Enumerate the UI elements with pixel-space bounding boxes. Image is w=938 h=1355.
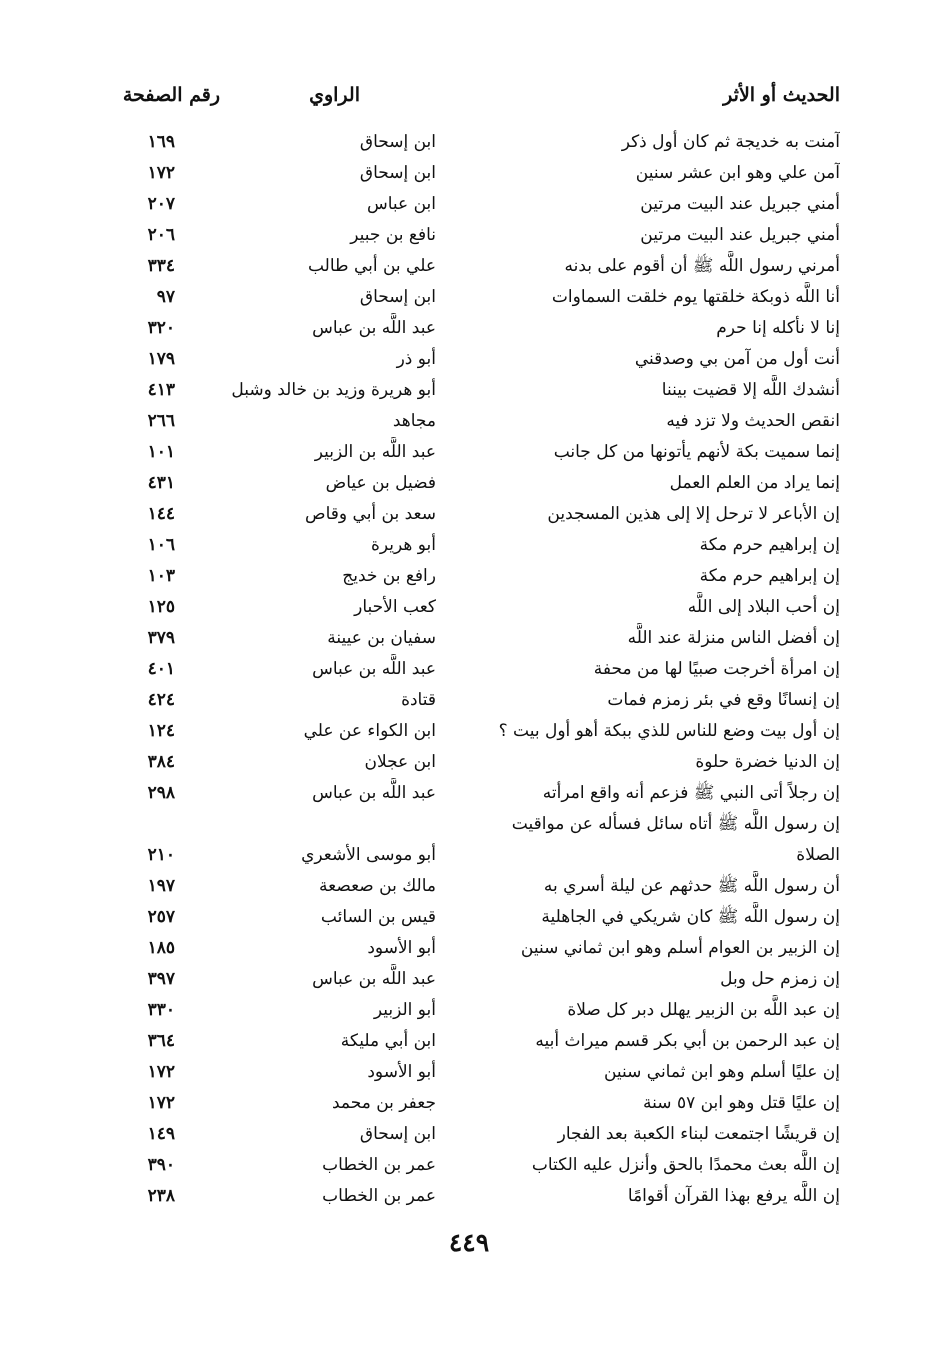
table-row — [0, 406, 938, 437]
table-row — [0, 437, 938, 468]
table-row — [0, 561, 938, 592]
hadith-text: إن عليًا قتل وهو ابن ٥٧ سنة — [643, 1093, 840, 1113]
narrator-text: جعفر بن محمد — [331, 1093, 436, 1113]
page-ref: ١٠٦ — [147, 535, 175, 555]
hadith-text: أن رسول اللَّه ﷺ حدثهم عن ليلة أسري به — [543, 876, 840, 896]
hadith-text: إن رجلاً أتى النبي ﷺ فزعم أنه واقع امرأته — [542, 783, 840, 803]
page-ref: ٤٠١ — [147, 659, 175, 679]
page-ref: ١٨٥ — [147, 938, 175, 958]
hadith-text: إن أول بيت وضع للناس للذي ببكة أهو أول بيت ؟ — [498, 721, 840, 741]
table-row — [0, 654, 938, 685]
narrator-text: ابن إسحاق — [359, 132, 436, 152]
hadith-text: أمني جبريل عند البيت مرتين — [640, 225, 840, 245]
hadith-text: آمن علي وهو ابن عشر سنين — [635, 163, 840, 183]
page-ref: ١٢٤ — [147, 721, 175, 741]
hadith-text: أمني جبريل عند البيت مرتين — [640, 194, 840, 214]
hadith-text: إن عبد اللَّه بن الزبير يهلل دبر كل صلاة — [567, 1000, 840, 1020]
page-ref: ٢٠٧ — [147, 194, 175, 214]
hadith-text: إن رسول اللَّه ﷺ كان شريكي في الجاهلية — [541, 907, 840, 927]
page-number: ٤٤٩ — [448, 1228, 490, 1257]
hadith-text: إن عليًا أسلم وهو ابن ثماني سنين — [603, 1062, 840, 1082]
narrator-text: كعب الأحبار — [354, 597, 436, 617]
table-row — [0, 158, 938, 189]
page-ref: ٤٣١ — [147, 473, 175, 493]
narrator-text: أبو الزبير — [373, 1000, 436, 1020]
page-ref: ١٧٢ — [147, 1093, 175, 1113]
table-row — [0, 1150, 938, 1181]
table-row — [0, 623, 938, 654]
hadith-text: إنما يراد من العلم العمل — [669, 473, 840, 493]
table-row — [0, 995, 938, 1026]
table-row — [0, 499, 938, 530]
narrator-text: أبو ذر — [396, 349, 436, 369]
narrator-text: ابن إسحاق — [359, 1124, 436, 1144]
narrator-text: عمر بن الخطاب — [322, 1186, 436, 1206]
narrator-text: عمر بن الخطاب — [322, 1155, 436, 1175]
narrator-text: عبد اللَّه بن عباس — [312, 969, 436, 989]
header-page-number: رقم الصفحة — [122, 84, 220, 106]
page-ref: ١٧٢ — [147, 1062, 175, 1082]
narrator-text: مجاهد — [392, 411, 436, 431]
table-row — [0, 1057, 938, 1088]
hadith-text: إنما سميت بكة لأنهم يأتونها من كل جانب — [553, 442, 840, 462]
page-ref: ١٠٣ — [147, 566, 175, 586]
table-header — [0, 84, 938, 118]
table-row — [0, 220, 938, 251]
hadith-text: إن اللَّه يرفع بهذا القرآن أقوامًا — [627, 1186, 840, 1206]
page-ref: ٣٢٠ — [147, 318, 175, 338]
table-row — [0, 747, 938, 778]
header-hadith: الحديث أو الأثر — [723, 84, 840, 106]
table-row — [0, 189, 938, 220]
page-ref: ٣٣٤ — [147, 256, 175, 276]
table-row — [0, 716, 938, 747]
narrator-text: عبد اللَّه بن الزبير — [314, 442, 436, 462]
narrator-text: أبو هريرة وزيد بن خالد وشبل — [231, 380, 436, 400]
narrator-text: أبو هريرة — [370, 535, 436, 555]
page-ref: ١٤٤ — [147, 504, 175, 524]
table-row — [0, 127, 938, 158]
page-ref: ٩٧ — [156, 287, 175, 307]
narrator-text: ابن الكواء عن علي — [303, 721, 436, 741]
header-narrator: الراوي — [309, 84, 360, 106]
index-table — [0, 127, 938, 1212]
narrator-text: ابن إسحاق — [359, 287, 436, 307]
narrator-text: فضيل بن عياض — [325, 473, 436, 493]
page-ref: ١٦٩ — [147, 132, 175, 152]
hadith-text: إن قريشًا اجتمعت لبناء الكعبة بعد الفجار — [557, 1124, 840, 1144]
table-row — [0, 1119, 938, 1150]
page-ref: ١٤٩ — [147, 1124, 175, 1144]
hadith-text: إن الزبير بن العوام أسلم وهو ابن ثماني سنين — [520, 938, 840, 958]
page-ref: ٣٩٠ — [147, 1155, 175, 1175]
hadith-text: الصلاة — [796, 845, 840, 865]
page-ref: ٣٣٠ — [147, 1000, 175, 1020]
hadith-text: انقص الحديث ولا تزد فيه — [666, 411, 840, 431]
table-row — [0, 344, 938, 375]
page-ref: ٤٢٤ — [147, 690, 175, 710]
hadith-text: إن إنسانًا وقع في بئر زمزم فمات — [607, 690, 840, 710]
table-row — [0, 375, 938, 406]
hadith-text: أمرني رسول اللَّه ﷺ أن أقوم على بدنه — [564, 256, 840, 276]
hadith-text: إن عبد الرحمن بن أبي بكر قسم ميراث أبيه — [535, 1031, 840, 1051]
table-row — [0, 468, 938, 499]
page-ref: ١٢٥ — [147, 597, 175, 617]
narrator-text: علي بن أبي طالب — [307, 256, 436, 276]
narrator-text: رافع بن خديج — [342, 566, 436, 586]
page-ref: ٤١٣ — [147, 380, 175, 400]
hadith-text: إن أفضل الناس منزلة عند اللَّه — [627, 628, 840, 648]
hadith-text: أنت أول من آمن بي وصدقني — [634, 349, 840, 369]
narrator-text: أبو موسى الأشعري — [301, 845, 436, 865]
hadith-text: إن امرأة أخرجت صبيًا لها من محفة — [593, 659, 840, 679]
table-row — [0, 778, 938, 809]
table-row — [0, 282, 938, 313]
narrator-text: عبد اللَّه بن عباس — [312, 659, 436, 679]
narrator-text: قتادة — [401, 690, 436, 710]
page-ref: ٣٨٤ — [147, 752, 175, 772]
narrator-text: مالك بن صعصعة — [319, 876, 436, 896]
hadith-text: أنا اللَّه ذوبكة خلقتها يوم خلقت السماوات — [551, 287, 840, 307]
narrator-text: سعد بن أبي وقاص — [305, 504, 436, 524]
hadith-text: إن اللَّه بعث محمدًا بالحق وأنزل عليه الكتاب — [531, 1155, 840, 1175]
table-row — [0, 685, 938, 716]
hadith-text: إن الدنيا خضرة حلوة — [695, 752, 840, 772]
table-row — [0, 530, 938, 561]
narrator-text: ابن إسحاق — [359, 163, 436, 183]
page-ref: ١٩٧ — [147, 876, 175, 896]
table-row — [0, 964, 938, 995]
table-row — [0, 313, 938, 344]
hadith-text: آمنت به خديجة ثم كان أول ذكر — [621, 132, 840, 152]
table-row — [0, 251, 938, 282]
narrator-text: أبو الأسود — [367, 938, 436, 958]
page-ref: ٢٥٧ — [147, 907, 175, 927]
narrator-text: عبد اللَّه بن عباس — [312, 318, 436, 338]
table-row — [0, 592, 938, 623]
hadith-text: إنا لا نأكله إنا حرم — [716, 318, 840, 338]
hadith-text: إن أحب البلاد إلى اللَّه — [687, 597, 840, 617]
page-ref: ٢٠٦ — [147, 225, 175, 245]
table-row — [0, 840, 938, 871]
table-row — [0, 902, 938, 933]
page-ref: ١٧٩ — [147, 349, 175, 369]
narrator-text: قيس بن السائب — [320, 907, 436, 927]
narrator-text: أبو الأسود — [367, 1062, 436, 1082]
page-ref: ٣٧٩ — [147, 628, 175, 648]
hadith-text: إن زمزم حل وبل — [720, 969, 840, 989]
narrator-text: سفيان بن عيينة — [327, 628, 436, 648]
narrator-text: ابن عباس — [366, 194, 436, 214]
page-ref: ٣٦٤ — [147, 1031, 175, 1051]
table-row — [0, 1088, 938, 1119]
hadith-text: أنشدك اللَّه إلا قضيت بيننا — [661, 380, 840, 400]
page-ref: ١٠١ — [147, 442, 175, 462]
hadith-text: إن رسول اللَّه ﷺ أتاه سائل فسأله عن مواقيت — [511, 814, 840, 834]
narrator-text: ابن عجلان — [364, 752, 436, 772]
page-ref: ٢٦٦ — [147, 411, 175, 431]
page-ref: ١٧٢ — [147, 163, 175, 183]
table-row — [0, 1181, 938, 1212]
narrator-text: نافع بن جبير — [350, 225, 436, 245]
table-row — [0, 871, 938, 902]
page-ref: ٢٩٨ — [147, 783, 175, 803]
page-ref: ٢٣٨ — [147, 1186, 175, 1206]
hadith-text: إن إبراهيم حرم مكة — [699, 566, 840, 586]
table-row — [0, 933, 938, 964]
hadith-text: إن إبراهيم حرم مكة — [699, 535, 840, 555]
table-row — [0, 1026, 938, 1057]
page-ref: ٢١٠ — [147, 845, 175, 865]
table-row — [0, 809, 938, 840]
hadith-text: إن الأباعر لا ترحل إلا إلى هذين المسجدين — [547, 504, 840, 524]
page-ref: ٣٩٧ — [147, 969, 175, 989]
narrator-text: عبد اللَّه بن عباس — [312, 783, 436, 803]
narrator-text: ابن أبي مليكة — [340, 1031, 436, 1051]
